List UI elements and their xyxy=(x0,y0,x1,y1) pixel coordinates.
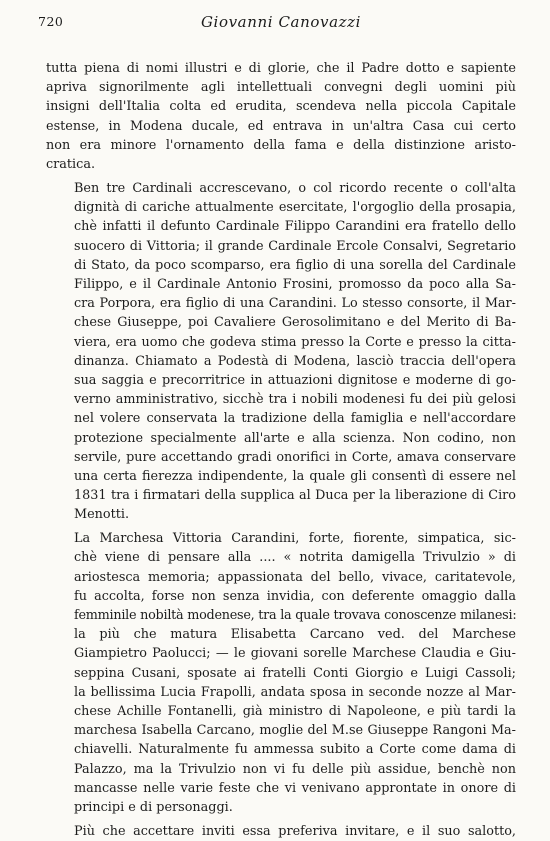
text-line: mancasse nelle varie feste che vi venivano approntate in onore di xyxy=(74,780,516,796)
text-line: servile, pure accettando gradi onorifici in Corte, amava conservare xyxy=(74,449,516,465)
text-line: chè infatti il defunto Cardinale Filippo Carandini era fratello dello xyxy=(74,219,516,235)
text-line: Più che accettare inviti essa preferiva invitare, e il suo salotto, xyxy=(74,823,516,839)
text-line: cra Porpora, era figlio di una Carandini. Lo stesso consorte, il Mar- xyxy=(74,296,516,312)
paragraph xyxy=(46,59,516,174)
text-line: ariostesca memoria; appassionata del bello, vivace, caritatevole, xyxy=(74,569,516,585)
page-number: 720 xyxy=(38,14,64,29)
text-line: La Marchesa Vittoria Carandini, forte, fiorente, simpatica, sic- xyxy=(74,531,516,547)
paragraph xyxy=(46,822,516,841)
body-text xyxy=(46,59,516,841)
text-line: una certa fierezza indipendente, la quale gli consentì di essere nel xyxy=(74,468,516,484)
text-line: insigni dell'Italia colta ed erudita, scendeva nella piccola Capitale xyxy=(46,99,516,115)
text-line: cratica. xyxy=(46,157,96,173)
text-line: Menotti. xyxy=(74,507,130,523)
text-line: viera, era uomo che godeva stima presso la Corte e presso la citta- xyxy=(74,334,516,350)
text-line: Ben tre Cardinali accrescevano, o col ricordo recente o coll'alta xyxy=(74,180,516,196)
text-line: non era minore l'ornamento della fama e della distinzione aristo- xyxy=(46,137,516,153)
text-line: Filippo, e il Cardinale Antonio Frosini, promosso da poco alla Sa- xyxy=(74,276,516,292)
text-line: verno amministrativo, sicchè tra i nobili modenesi fu dei più gelosi xyxy=(74,392,516,408)
text-line: nel volere conservata la tradizione della famiglia e nell'accordare xyxy=(74,411,516,427)
text-line: estense, in Modena ducale, ed entrava in un'altra Casa cui certo xyxy=(46,118,516,134)
text-line: chiavelli. Naturalmente fu ammessa subito a Corte come dama di xyxy=(74,742,516,758)
paragraph xyxy=(46,529,516,817)
running-title: Giovanni Canovazzi xyxy=(200,13,362,31)
text-line: 1831 tra i firmatari della supplica al Duca per la liberazione di Ciro xyxy=(74,488,516,504)
text-line: marchesa Isabella Carcano, moglie del M.se Giuseppe Rangoni Ma- xyxy=(74,723,516,739)
text-line: dignità di cariche attualmente esercitate, l'orgoglio della prosapia, xyxy=(74,200,516,216)
text-line: dinanza. Chiamato a Podestà di Modena, lasciò traccia dell'opera xyxy=(74,353,516,369)
text-line: seppina Cusani, sposate ai fratelli Conti Giorgio e Luigi Cassoli; xyxy=(74,665,516,681)
text-line: la bellissima Lucia Frapolli, andata sposa in seconde nozze al Mar- xyxy=(74,684,516,700)
text-line: chese Achille Fontanelli, già ministro di Napoleone, e più tardi la xyxy=(74,704,516,720)
text-line: fu accolta, forse non senza invidia, con deferente omaggio dalla xyxy=(74,588,516,604)
text-line: sua saggia e precorritrice in attuazioni dignitose e moderne di go- xyxy=(74,372,516,388)
text-line: chè viene di pensare alla .... « notrita damigella Trivulzio » di xyxy=(74,550,516,566)
paragraph xyxy=(46,179,516,525)
text-line: protezione specialmente all'arte e alla scienza. Non codino, non xyxy=(74,430,516,446)
text-line: tutta piena di nomi illustri e di glorie, che il Padre dotto e sapiente xyxy=(46,61,516,76)
page-header xyxy=(38,10,524,32)
text-line: chese Giuseppe, poi Cavaliere Gerosolimitano e del Merito di Ba- xyxy=(74,315,516,331)
text-line: apriva signorilmente agli intellettuali convegni degli uomini più xyxy=(46,80,516,96)
text-line: la più che matura Elisabetta Carcano ved. del Marchese xyxy=(74,627,516,643)
text-line: principi e di personaggi. xyxy=(74,800,233,816)
text-line: suocero di Vittoria; il grande Cardinale Ercole Consalvi, Segretario xyxy=(74,238,516,254)
text-line: Giampietro Paolucci; — le giovani sorelle Marchese Claudia e Giu- xyxy=(74,646,516,662)
text-line: Palazzo, ma la Trivulzio non vi fu delle più assidue, benchè non xyxy=(74,761,516,777)
text-line: di Stato, da poco scomparso, era figlio di una sorella del Cardinale xyxy=(74,257,516,273)
text-line: femminile nobiltà modenese, tra la quale trovava conoscenze milanesi: xyxy=(74,608,517,624)
